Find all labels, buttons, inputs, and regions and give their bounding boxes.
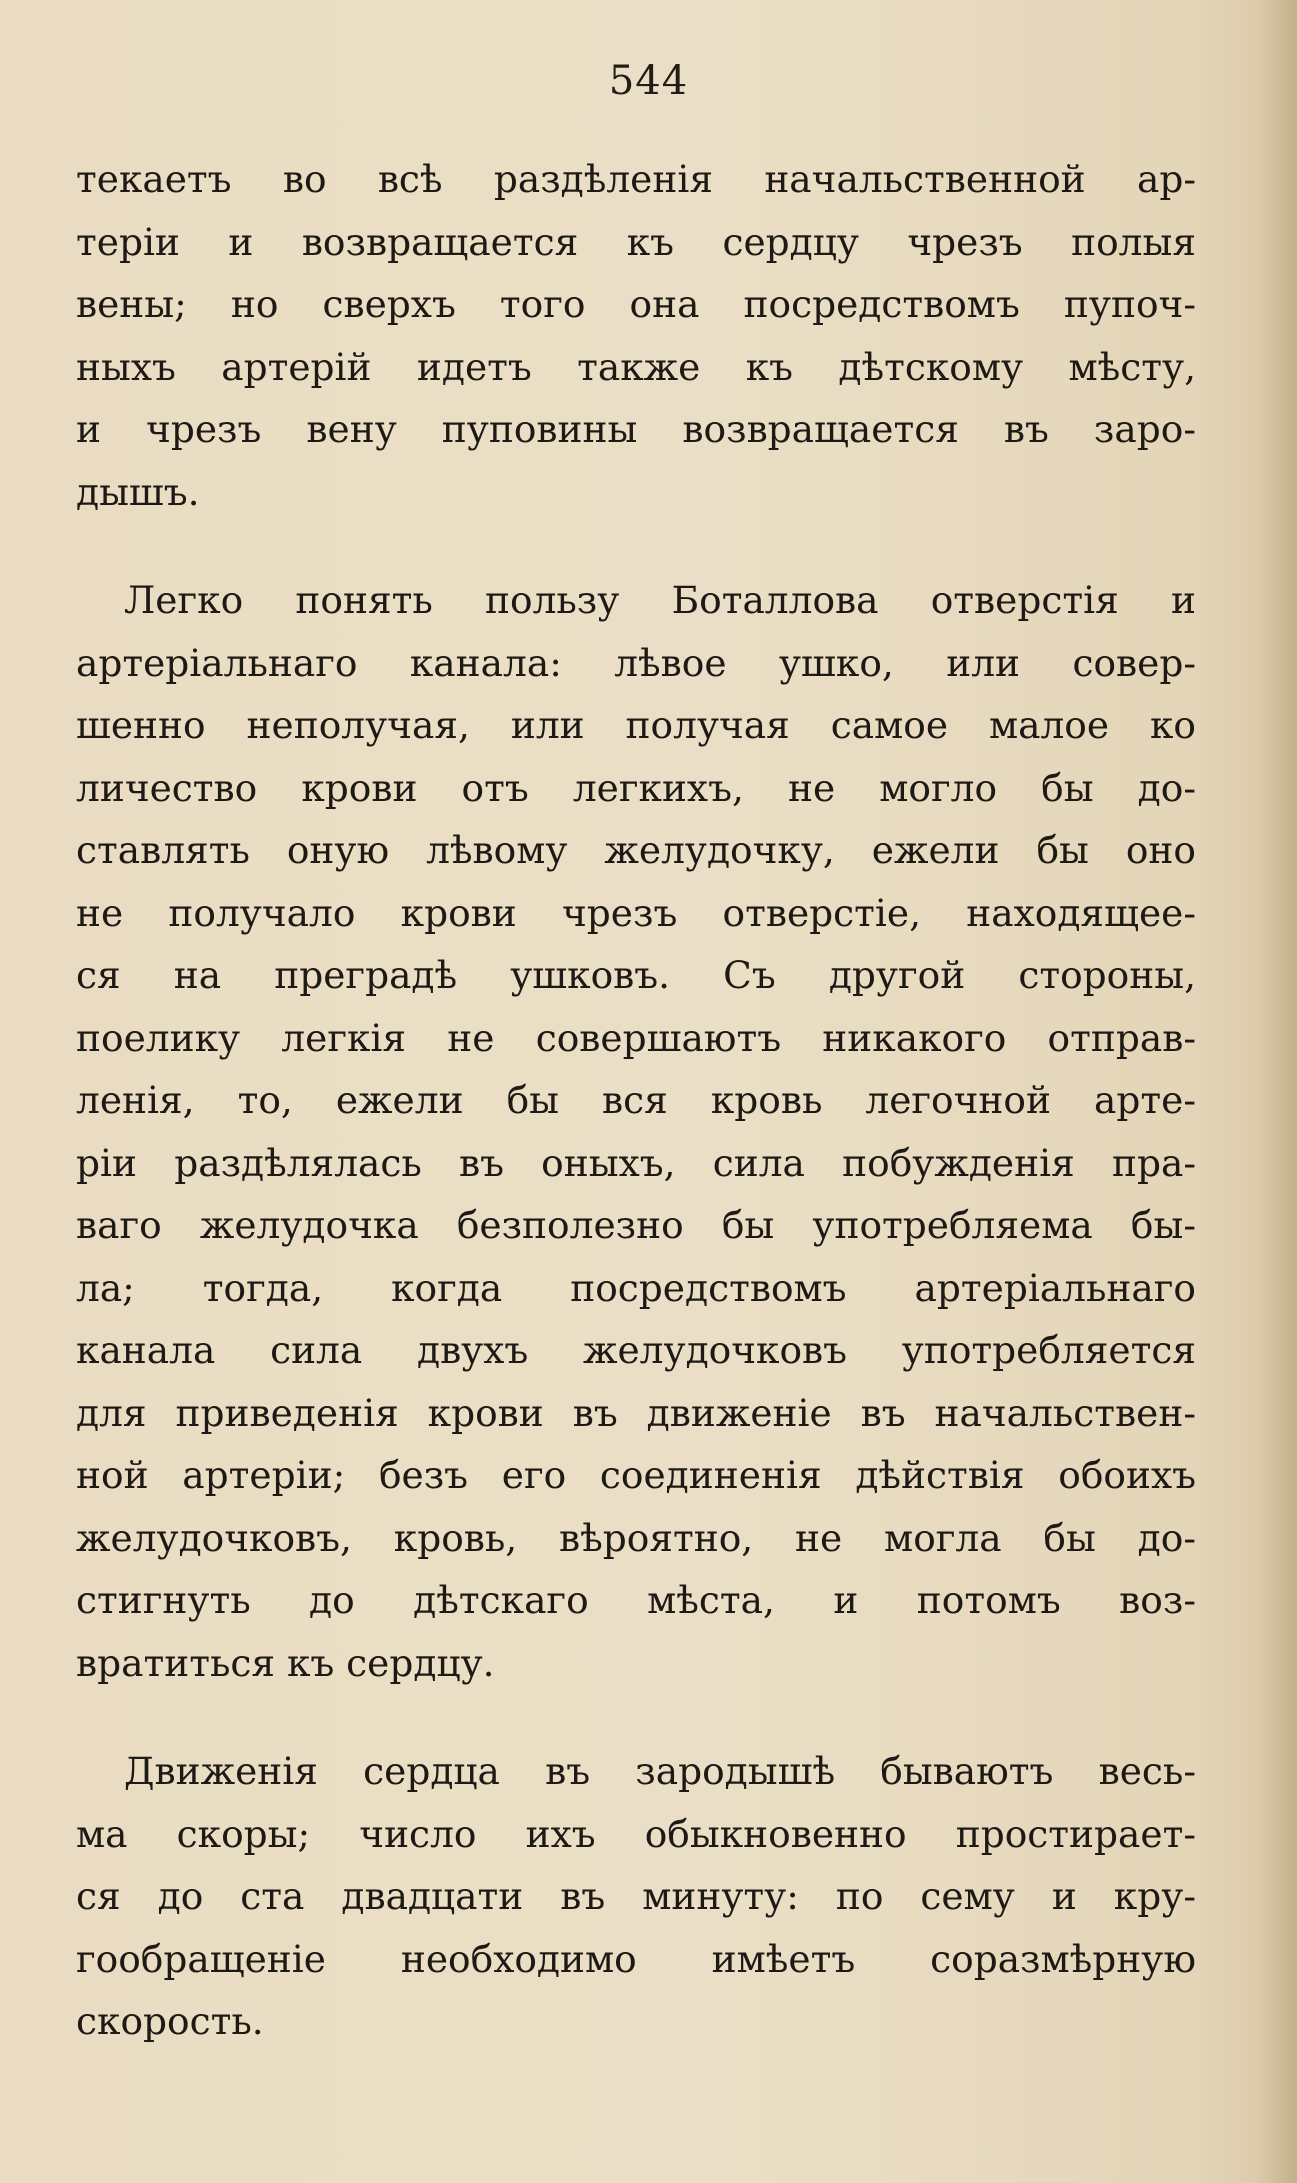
body-text	[76, 148, 1196, 2053]
text-line: теріи и возвращается къ сердцу чрезъ полыя	[76, 219, 1196, 264]
page-number: 544	[608, 58, 689, 104]
text-line: ся до ста двадцати въ минуту: по сему и кру-	[76, 1874, 1196, 1918]
text-line: гообращеніе необходимо имѣетъ соразмѣрную	[76, 1936, 1196, 1981]
text-line: ма скоры; число ихъ обыкновенно простирает-	[76, 1811, 1196, 1856]
text-line: артеріальнаго канала: лѣвое ушко, или совер-	[76, 640, 1196, 685]
text-line: личество крови отъ легкихъ, не могло бы до-	[76, 765, 1196, 810]
text-line: стигнуть до дѣтскаго мѣста, и потомъ воз-	[76, 1578, 1196, 1622]
text-line: дышъ.	[76, 469, 200, 514]
paragraph-2	[76, 569, 1196, 1694]
text-line: текаетъ во всѣ раздѣленія начальственной ар-	[76, 157, 1196, 201]
text-line: ваго желудочка безполезно бы употребляема бы-	[76, 1203, 1196, 1247]
paragraph-3	[76, 1740, 1196, 2053]
page-edge-shadow	[1257, 0, 1297, 2183]
text-line: ріи раздѣлялась въ оныхъ, сила побужденія пра-	[76, 1140, 1196, 1185]
text-line: канала сила двухъ желудочковъ употребляется	[76, 1328, 1196, 1372]
text-line: для приведенія крови въ движеніе въ начальствен-	[76, 1390, 1196, 1435]
text-line: вратиться къ сердцу.	[76, 1640, 495, 1685]
text-line: скорость.	[76, 1999, 264, 2043]
text-line: шенно неполучая, или получая самое малое ко	[76, 703, 1196, 747]
text-line: желудочковъ, кровь, вѣроятно, не могла бы до-	[76, 1515, 1196, 1560]
text-line: ленія, то, ежели бы вся кровь легочной арте-	[76, 1078, 1196, 1122]
text-line: ныхъ артерій идетъ также къ дѣтскому мѣсту,	[76, 344, 1196, 389]
text-line: Легко понять пользу Боталлова отверстія и	[124, 578, 1196, 622]
text-line: ла; тогда, когда посредствомъ артеріальнаго	[76, 1265, 1196, 1310]
text-line: ся на преградѣ ушковъ. Съ другой стороны,	[76, 953, 1196, 997]
text-line: не получало крови чрезъ отверстіе, находящее-	[76, 890, 1196, 935]
text-line: и чрезъ вену пуповины возвращается въ заро-	[76, 407, 1196, 451]
text-line: Движенія сердца въ зародышѣ бываютъ весь-	[124, 1749, 1196, 1793]
text-line: ставлять оную лѣвому желудочку, ежели бы оно	[76, 828, 1196, 872]
text-line: вены; но сверхъ того она посредствомъ пупоч-	[76, 282, 1196, 326]
text-line: ной артеріи; безъ его соединенія дѣйствія обоихъ	[76, 1453, 1196, 1497]
text-line: поелику легкія не совершаютъ никакого отправ-	[76, 1015, 1196, 1060]
paragraph-1	[76, 148, 1196, 523]
